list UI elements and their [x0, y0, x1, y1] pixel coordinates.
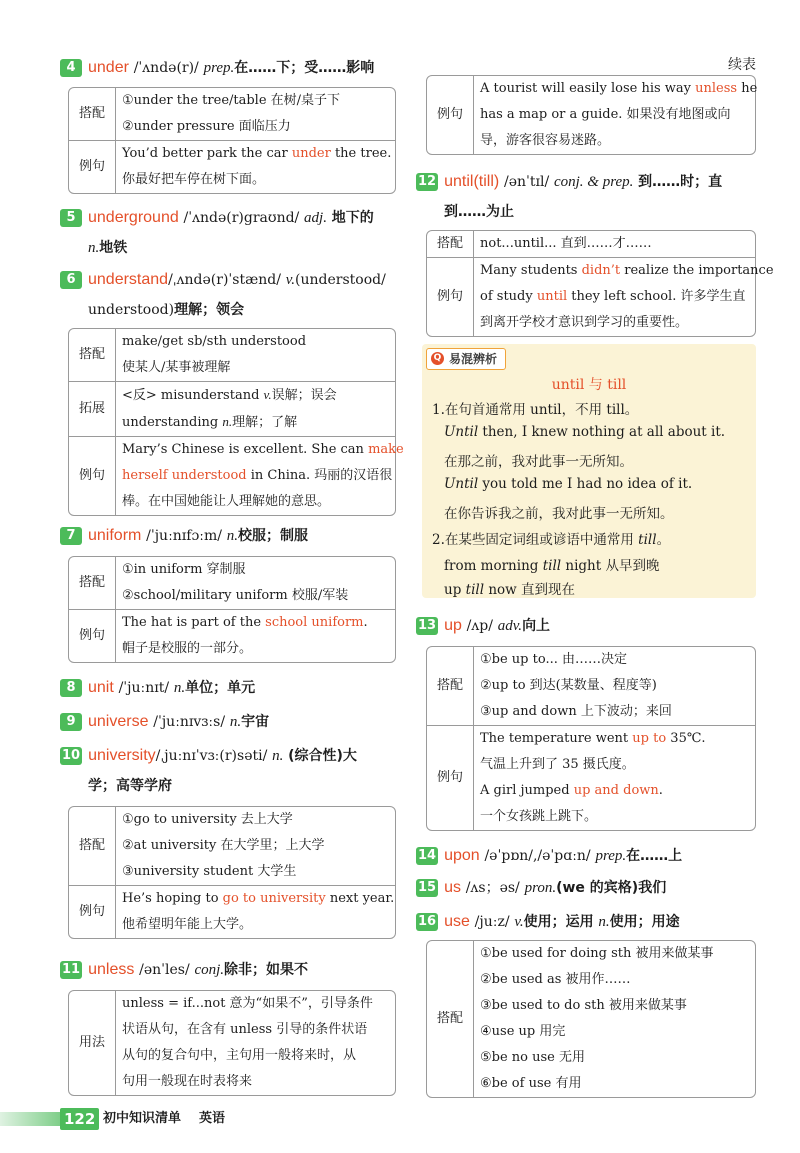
row-label: 例句: [427, 76, 474, 154]
collocation-line: ⑥be of use 有用: [480, 1076, 582, 1091]
phonetic: /ˈjuːnɪvɜːs/: [153, 714, 226, 730]
entry-until-head-cont: [416, 196, 756, 227]
row-label: 例句: [69, 610, 116, 662]
entry-number: 7: [60, 527, 82, 545]
confusion-example: Until you told me I had no idea of it.: [444, 476, 693, 492]
usage-line: unless = if...not 意为“如果不”，引导条件: [122, 996, 373, 1011]
collocation-line: ③be used to do sth 被用来做某事: [480, 998, 687, 1013]
entry-use-head: [416, 906, 756, 937]
entry-university-table: [68, 806, 396, 939]
entry-number: 6: [60, 271, 82, 289]
collocation-line: not...until... 直到……才……: [480, 236, 652, 251]
phonetic: /ˌjuːnɪˈvɜː(r)səti/: [155, 748, 268, 764]
headword: us: [444, 879, 461, 896]
meaning: 地下的: [331, 210, 374, 226]
highlight: go to university: [222, 891, 326, 906]
collocation-row: [427, 231, 755, 257]
example-translation: 帽子是校服的一部分。: [122, 641, 253, 656]
meaning: 使用；运用: [523, 914, 594, 930]
meaning: 向上: [522, 618, 551, 634]
meaning: 除非；如果不: [224, 962, 309, 978]
entry-up-head: [416, 610, 756, 641]
part-of-speech: conj. & prep.: [553, 174, 634, 190]
collocation-row: [69, 329, 395, 381]
meaning: 使用；用途: [609, 914, 680, 930]
highlight: school uniform: [265, 615, 364, 630]
row-label: 搭配: [427, 941, 474, 1097]
confusion-analysis-box: [422, 344, 756, 598]
meaning: 到……为止: [444, 204, 514, 220]
part-of-speech: pron.: [524, 880, 557, 896]
entry-underground-head: [60, 202, 396, 233]
highlight: make: [368, 442, 404, 457]
example-line: of study until they left school. 许多学生直: [480, 289, 746, 304]
confusion-example: Until then, I knew nothing at all about it.: [444, 424, 726, 440]
entry-uniform-head: [60, 520, 396, 551]
row-label: 搭配: [427, 231, 474, 257]
example-translation: 一个女孩跳上跳下。: [480, 809, 598, 824]
headword: use: [444, 913, 470, 930]
entry-understand-table: [68, 328, 404, 516]
phonetic: /ˌʌndə(r)ˈstænd/: [168, 272, 281, 288]
example-row: [427, 257, 774, 336]
example-line: The temperature went up to 35℃.: [480, 731, 706, 746]
phonetic: /ʌp/: [466, 618, 493, 634]
entry-understand-head: [60, 264, 396, 295]
example-line: A tourist will easily lose his way unless he: [480, 81, 758, 96]
row-label: 搭配: [69, 557, 116, 609]
part-of-speech: n.: [88, 240, 100, 256]
extension-line: <反> misunderstand v.误解；误会: [122, 387, 337, 403]
part-of-speech: n.: [226, 528, 239, 544]
headword: underground: [88, 209, 179, 226]
part-of-speech: n.: [272, 748, 284, 764]
collocation-line: ①be used for doing sth 被用来做某事: [480, 946, 714, 961]
phonetic: /juːz/: [474, 914, 510, 930]
example-translation: 他希望明年能上大学。: [122, 917, 253, 932]
entry-up-table: [426, 646, 756, 831]
collocation-line: ③university student 大学生: [122, 864, 297, 879]
entry-unless-example-table: [426, 75, 756, 155]
part-of-speech: prep.: [595, 848, 627, 864]
entry-unit-head: [60, 672, 396, 703]
confusion-point-1: 1.在句首通常用 until，不用 till。: [432, 402, 639, 418]
phonetic: /ˈʌndə(r)/: [133, 60, 199, 76]
example-row: [69, 609, 395, 662]
phonetic: /ʌs；əs/: [465, 880, 520, 896]
collocation-line: ①under the tree/table 在树/桌子下: [122, 93, 341, 108]
continuation-label: 续表: [728, 57, 756, 73]
phonetic: /ˈjuːnɪt/: [118, 680, 170, 696]
example-row: [69, 140, 395, 193]
confusion-title: until 与 till: [551, 377, 627, 393]
meaning: (we 的宾格)我们: [556, 880, 667, 896]
entry-number: 8: [60, 679, 82, 697]
entry-unless-usage-table: [68, 990, 396, 1096]
meaning: 单位；单元: [185, 680, 256, 696]
entry-university-head-cont: [60, 770, 396, 801]
collocation-line: 使某人/某事被理解: [122, 360, 231, 375]
part-of-speech: adv.: [497, 618, 523, 634]
headword: university: [88, 747, 156, 764]
entry-number: 11: [62, 962, 81, 977]
headword: unit: [88, 679, 114, 696]
part-of-speech: n.: [229, 714, 242, 730]
collocation-row: [427, 941, 755, 1097]
highlight: up and down: [573, 783, 659, 798]
usage-line: 从句的复合句中，主句用一般将来时，从: [122, 1048, 357, 1063]
row-label: 例句: [69, 437, 116, 515]
entry-under-table: [68, 87, 396, 194]
entry-number: 15: [418, 880, 437, 895]
highlight: under: [291, 146, 331, 161]
collocation-line: ①go to university 去上大学: [122, 812, 293, 827]
confusion-example: up till now 直到现在: [444, 582, 575, 598]
usage-line: 状语从句，在含有 unless 引导的条件状语: [122, 1022, 368, 1037]
row-label: 拓展: [69, 382, 116, 436]
entry-number: 16: [418, 914, 437, 929]
magnifier-icon: Q: [431, 352, 444, 365]
meaning: 宇宙: [241, 714, 270, 730]
entry-until-head: [416, 166, 756, 197]
row-label: 例句: [69, 141, 116, 193]
collocation-line: ④use up 用完: [480, 1024, 566, 1039]
meaning: 理解；领会: [174, 302, 245, 318]
meaning: 在……下；受……影响: [234, 60, 375, 76]
subject-label: 英语: [199, 1111, 226, 1126]
meaning: 到……时；直: [638, 174, 723, 190]
row-label: 例句: [69, 886, 116, 938]
headword: until(till): [444, 173, 500, 190]
example-line: Mary’s Chinese is excellent. She can make: [122, 442, 404, 457]
collocation-line: ①be up to... 由……决定: [480, 652, 627, 667]
headword: understand: [88, 271, 169, 288]
headword: upon: [444, 847, 480, 864]
entry-universe-head: [60, 706, 396, 737]
headword: unless: [88, 961, 135, 978]
entry-uniform-table: [68, 556, 396, 663]
phonetic: /əˈpɒn/,/əˈpɑːn/: [484, 848, 591, 864]
row-label: 用法: [69, 991, 116, 1095]
part-of-speech: prep.: [203, 60, 235, 76]
example-translation: 气温上升到了 35 摄氏度。: [480, 757, 635, 772]
highlight: didn’t: [581, 263, 621, 278]
collocation-line: ②at university 在大学里；上大学: [122, 838, 325, 853]
confusion-example: from morning till night 从早到晚: [444, 558, 660, 574]
confusion-translation: 在那之前，我对此事一无所知。: [444, 454, 633, 470]
example-line: has a map or a guide. 如果没有地图或向: [480, 107, 731, 122]
row-label: 例句: [427, 258, 474, 336]
example-row: [69, 885, 395, 938]
example-line: 到离开学校才意识到学习的重要性。: [480, 315, 689, 330]
example-line: Many students didn’t realize the importance: [480, 263, 774, 278]
entry-upon-head: [416, 840, 756, 871]
collocation-row: [427, 647, 755, 725]
entry-number: 13: [418, 618, 437, 633]
example-line: 导，游客很容易迷路。: [480, 133, 611, 148]
highlight: unless: [695, 81, 738, 96]
entry-number: 5: [60, 209, 82, 227]
example-line: He’s hoping to go to university next year.: [122, 891, 395, 906]
example-row: [427, 76, 758, 154]
entry-number: 9: [60, 713, 82, 731]
collocation-line: ⑤be no use 无用: [480, 1050, 586, 1065]
part-of-speech: n.: [173, 680, 186, 696]
row-label: 搭配: [69, 329, 116, 381]
entry-number: 10: [62, 748, 81, 763]
entry-understand-head-cont: [60, 294, 396, 325]
verb-forms: understood): [88, 302, 175, 318]
example-translation: 你最好把车停在树下面。: [122, 172, 266, 187]
entry-under-head: [60, 52, 396, 83]
extension-row: [69, 381, 395, 436]
part-of-speech: v.: [285, 272, 296, 288]
entry-number: 4: [60, 59, 82, 77]
confusion-point-2: 2.在某些固定词组或谚语中通常用 till。: [432, 532, 671, 548]
usage-row: [69, 991, 395, 1095]
example-line: The hat is part of the school uniform.: [122, 615, 368, 630]
part-of-speech: conj.: [194, 962, 225, 978]
book-title: 初中知识清单: [103, 1111, 182, 1126]
row-label: 搭配: [427, 647, 474, 725]
example-line: herself understood in China. 玛丽的汉语很: [122, 468, 393, 483]
collocation-line: ②school/military uniform 校服/军装: [122, 588, 349, 603]
meaning: (综合性)大: [288, 748, 357, 764]
headword: up: [444, 617, 462, 634]
row-label: 搭配: [69, 807, 116, 885]
example-line: A girl jumped up and down.: [480, 783, 663, 798]
entry-number: 14: [418, 848, 437, 863]
verb-forms: (understood/: [295, 272, 386, 288]
example-row: [69, 436, 404, 515]
entry-number: 12: [418, 174, 437, 189]
highlight: up to: [632, 731, 667, 746]
entry-until-table: [426, 230, 774, 337]
example-line: 棒。在中国她能让人理解她的意思。: [122, 494, 331, 509]
row-label: 搭配: [69, 88, 116, 140]
confusion-translation: 在你告诉我之前，我对此事一无所知。: [444, 506, 674, 522]
meaning: 地铁: [99, 240, 128, 256]
collocation-line: ②up to 到达(某数量、程度等): [480, 678, 657, 693]
example-row: [427, 725, 755, 830]
collocation-line: make/get sb/sth understood: [122, 334, 307, 349]
collocation-row: [69, 88, 395, 140]
usage-line: 句用一般现在时表将来: [122, 1074, 253, 1089]
collocation-line: ②be used as 被用作……: [480, 972, 631, 987]
meaning: 学；高等学府: [88, 778, 172, 794]
confusion-tag-label: 易混辨析: [449, 352, 498, 366]
highlight: until: [536, 289, 568, 304]
part-of-speech: v.: [514, 914, 524, 930]
headword: under: [88, 59, 129, 76]
entry-university-head: [60, 740, 396, 771]
confusion-tag: [426, 348, 506, 370]
headword: uniform: [88, 527, 142, 544]
meaning: 在……上: [626, 848, 683, 864]
entry-unless-head: [60, 954, 396, 985]
example-line: You’d better park the car under the tree.: [122, 146, 392, 161]
phonetic: /ənˈtɪl/: [504, 174, 550, 190]
extension-line: understanding n.理解；了解: [122, 414, 298, 430]
phonetic: /ˈjuːnɪfɔːm/: [146, 528, 223, 544]
part-of-speech: n.: [598, 914, 610, 930]
row-label: 例句: [427, 726, 474, 830]
entry-underground-head-cont: [60, 232, 396, 263]
entry-use-table: [426, 940, 756, 1098]
collocation-line: ③up and down 上下波动；来回: [480, 704, 672, 719]
page-footer: [0, 1106, 400, 1132]
entry-us-head: [416, 872, 756, 903]
collocation-row: [69, 557, 395, 609]
page-number: 122: [60, 1108, 99, 1130]
phonetic: /ˈʌndə(r)graʊnd/: [183, 210, 300, 226]
part-of-speech: adj.: [304, 210, 327, 226]
collocation-row: [69, 807, 395, 885]
meaning: 校服；制服: [238, 528, 309, 544]
collocation-line: ①in uniform 穿制服: [122, 562, 246, 577]
highlight: herself understood: [122, 468, 247, 483]
phonetic: /ənˈles/: [139, 962, 190, 978]
collocation-line: ②under pressure 面临压力: [122, 119, 291, 134]
headword: universe: [88, 713, 149, 730]
